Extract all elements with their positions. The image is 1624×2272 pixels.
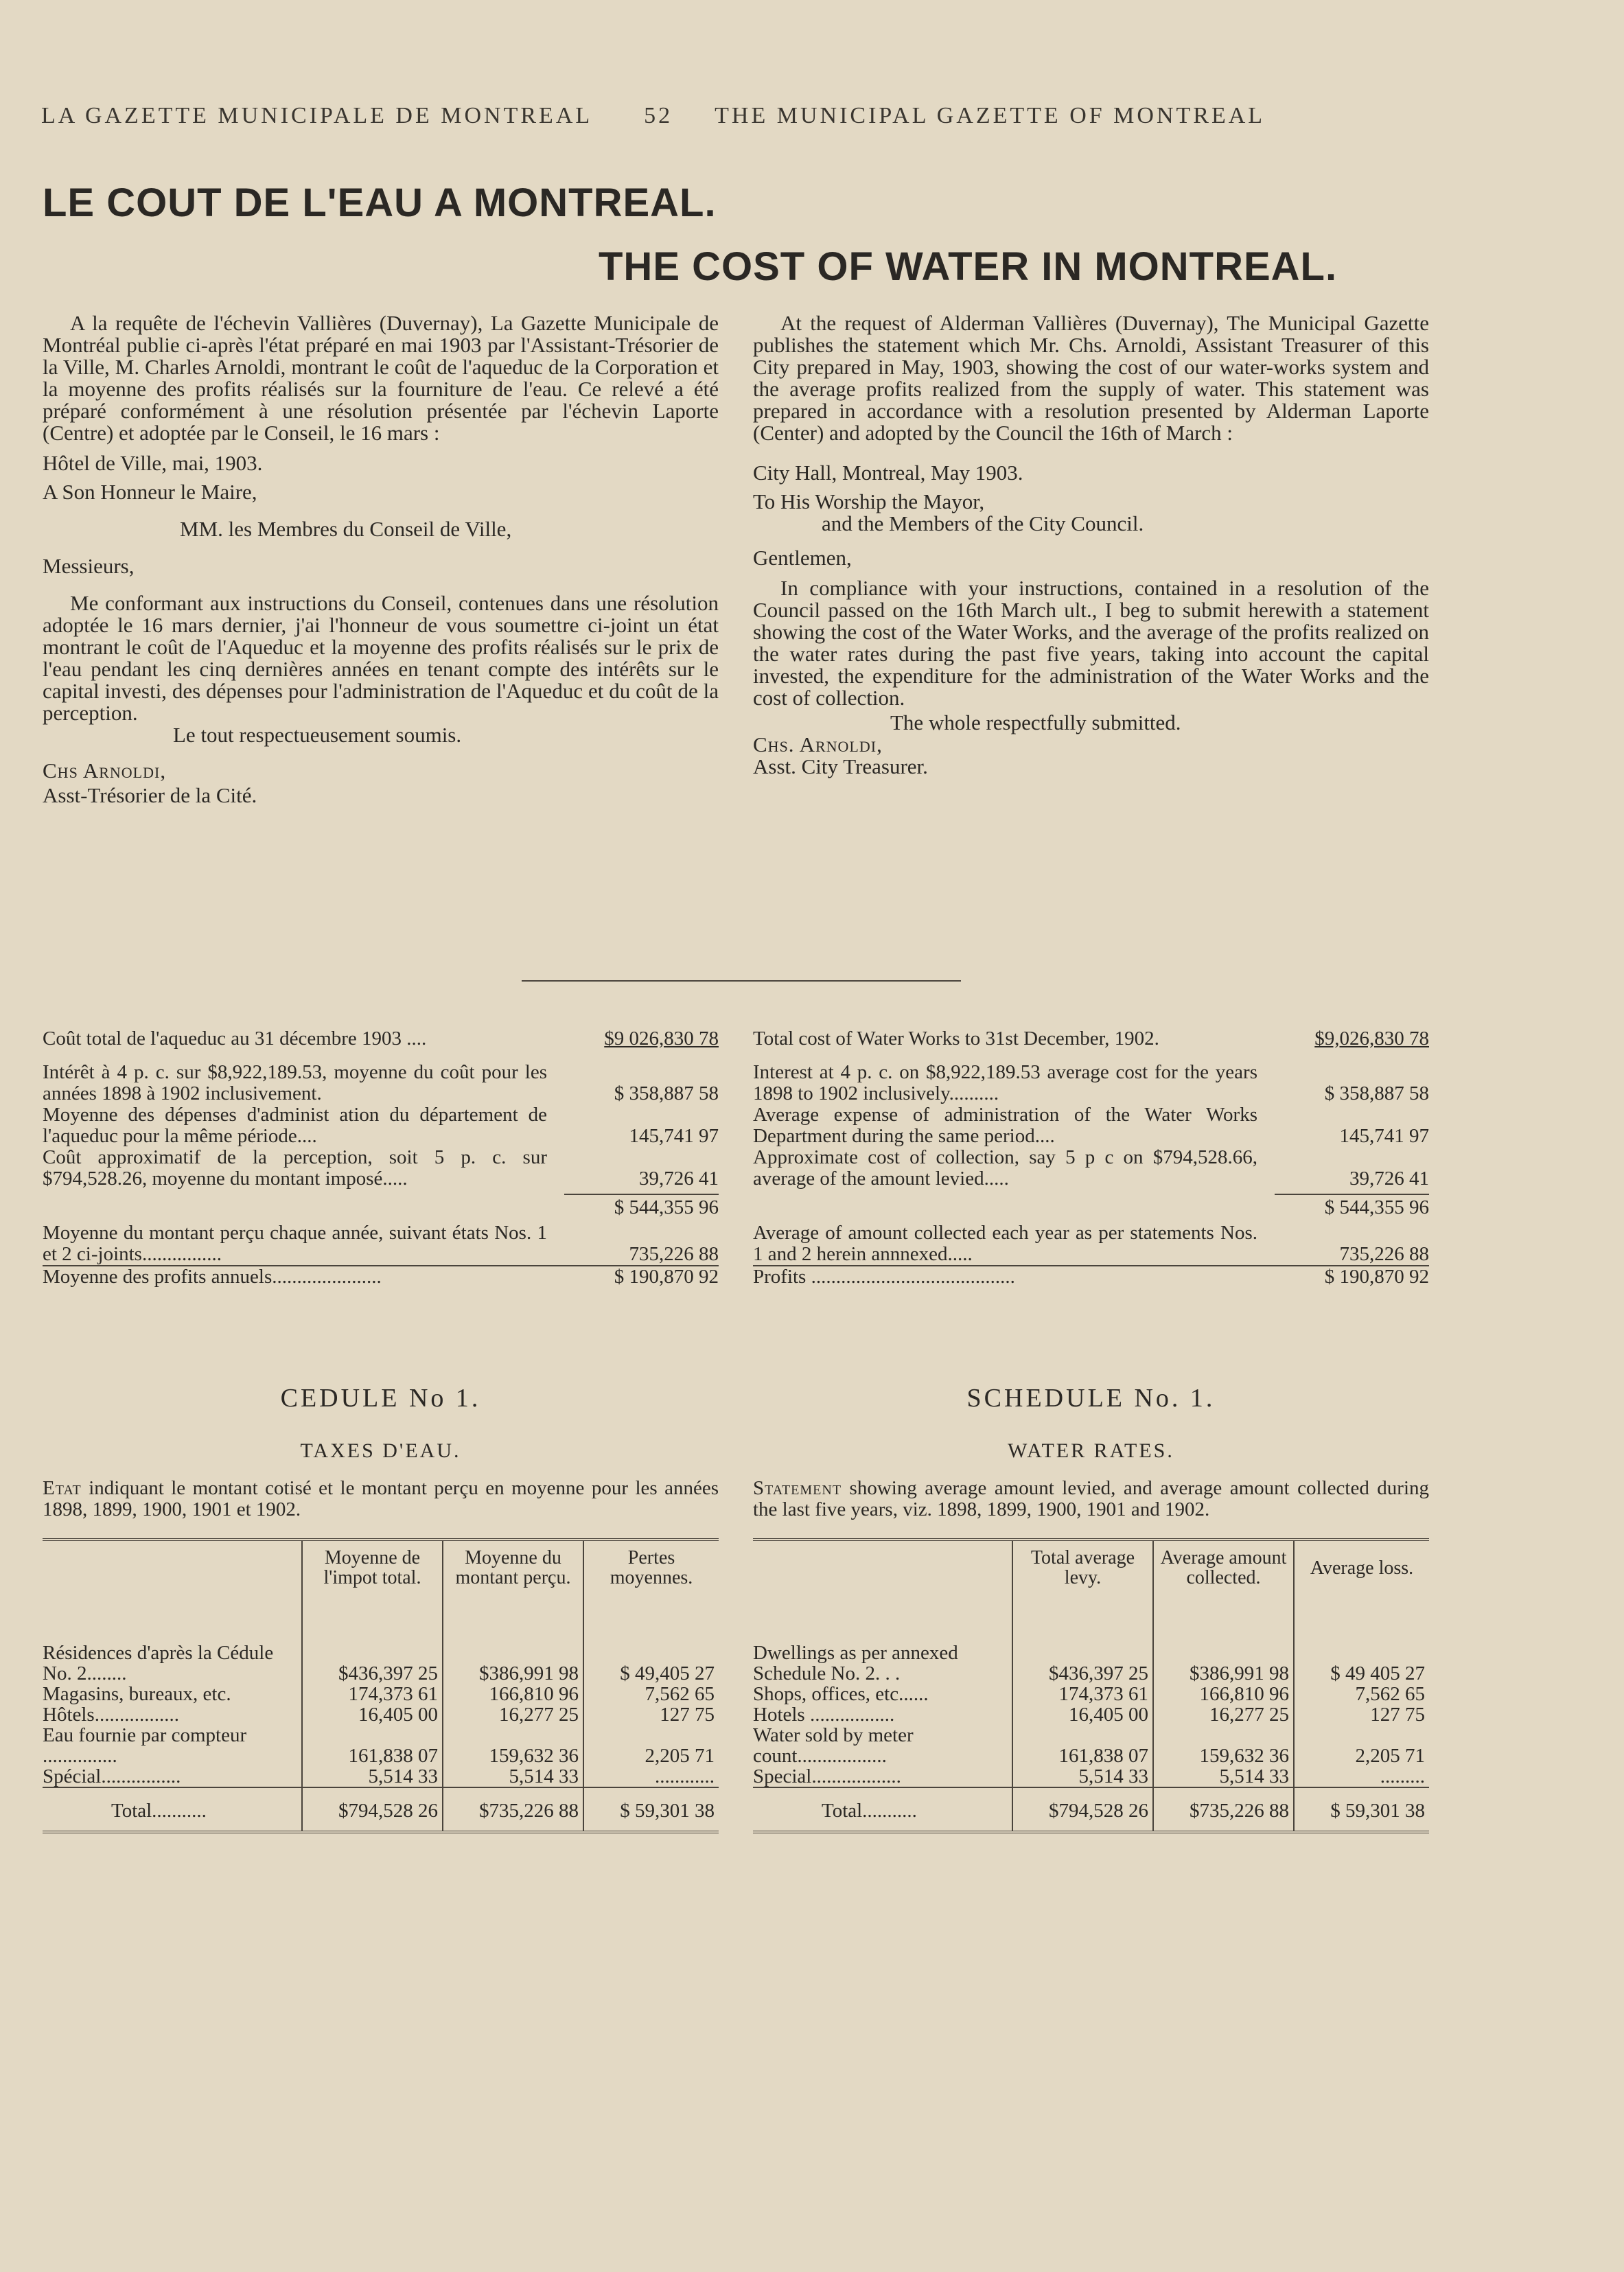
french-closing: Le tout respectueusement soumis. <box>173 723 462 747</box>
french-place-date: Hôtel de Ville, mai, 1903. <box>43 451 263 475</box>
column-header: Average amount collected. <box>1153 1541 1294 1615</box>
fr-total-cost-row: Coût total de l'aqueduc au 31 décembre 1903 .... $9 026,830 78 <box>43 1028 719 1050</box>
en-collection-cost-row: Approximate cost of collection, say 5 p c on $794,528.66, average of the amount levied..... 39,726 41 <box>753 1146 1429 1190</box>
table-row: Water sold by meter count.................. 161,838 07 159,632 36 2,205 71 <box>753 1725 1429 1766</box>
en-subtotal-row: $ 544,355 96 <box>1275 1194 1429 1218</box>
section-divider <box>522 980 961 982</box>
en-total-cost-row: Total cost of Water Works to 31st December, 1902. $9,026,830 78 <box>753 1028 1429 1050</box>
header-right: THE MUNICIPAL GAZETTE OF MONTREAL <box>715 103 1266 128</box>
french-schedule-table <box>43 1541 719 1831</box>
french-schedule-table-frame <box>43 1538 719 1833</box>
fr-subtotal-row: $ 544,355 96 <box>564 1194 719 1218</box>
french-salutation-mayor: A Son Honneur le Maire, <box>43 480 257 504</box>
table-total-row: Total........... $794,528 26 $735,226 88 $ 59,301 38 <box>753 1787 1429 1831</box>
header-left: LA GAZETTE MUNICIPALE DE MONTREAL <box>41 103 593 128</box>
title-english: THE COST OF WATER IN MONTREAL. <box>599 244 1338 289</box>
fr-admin-expense-row: Moyenne des dépenses d'administ ation du département de l'aqueduc pour la même période.... 145,741 97 <box>43 1104 719 1147</box>
english-signature-name: Chs. Arnoldi, <box>753 732 883 756</box>
english-salutation-council: and the Members of the City Council. <box>822 511 1144 535</box>
table-row: Dwellings as per annexed Schedule No. 2. . . $436,397 25 $386,991 98 $ 49 405 27 <box>753 1615 1429 1684</box>
table-row: Hôtels................. 16,405 00 16,277 25 127 75 <box>43 1704 719 1725</box>
column-header: Average loss. <box>1294 1541 1429 1615</box>
english-body: In compliance with your instructions, contained in a resolution of the Council passed on the 16th March ult., I beg to submit herewith a statement showing the cost of the Water Works, and the average of the profits realized on the water rates during the past five years, taking into account the capital invested, the expenditure for the administration of the Water Works and the cost of collection. <box>753 576 1429 710</box>
french-schedule-title: CEDULE No 1. <box>280 1384 481 1413</box>
english-schedule <box>753 1383 1429 1833</box>
table-row: Special.................. 5,514 33 5,514 33 ......... <box>753 1766 1429 1787</box>
en-collected-row: Average of amount collected each year as per statements Nos. 1 and 2 herein annnexed..... 735,226 88 <box>753 1222 1429 1265</box>
column-header: Moyenne de l'impot total. <box>302 1541 443 1615</box>
table-total-row: Total........... $794,528 26 $735,226 88 $ 59,301 38 <box>43 1787 719 1831</box>
fr-profit-row: Moyenne des profits annuels...................... $ 190,870 92 <box>43 1266 719 1288</box>
fr-interest-row: Intérêt à 4 p. c. sur $8,922,189.53, moyenne du coût pour les années 1898 à 1902 inclusivement. $ 358,887 58 <box>43 1061 719 1104</box>
french-cost-summary <box>43 1028 719 1288</box>
english-schedule-title: SCHEDULE No. 1. <box>966 1384 1216 1413</box>
english-schedule-subtitle: WATER RATES. <box>1008 1439 1174 1462</box>
column-header: Moyenne du montant perçu. <box>443 1541 583 1615</box>
table-header-row <box>753 1541 1429 1615</box>
french-intro: A la requête de l'échevin Vallières (Duvernay), La Gazette Municipale de Montréal publie ci-après l'état préparé en mai 1903 par l'Assistant-Trésorier de la Ville, M. Charles Arnoldi, montrant le coût de l'aqueduc de la Corporation et la moyenne des profits réalisés sur la fourniture de l'eau. Ce relevé a été préparé conformément à une résolution présentée par l'échevin Laporte (Centre) et adoptée par le Conseil, le 16 mars : <box>43 311 719 445</box>
french-signature-title: Asst-Trésorier de la Cité. <box>43 783 257 807</box>
english-schedule-table <box>753 1541 1429 1831</box>
table-row: Hotels ................. 16,405 00 16,277 25 127 75 <box>753 1704 1429 1725</box>
page-number: 52 <box>644 103 673 128</box>
french-schedule <box>43 1383 719 1833</box>
french-letter <box>43 312 719 807</box>
french-messieurs: Messieurs, <box>43 554 135 578</box>
table-row: Shops, offices, etc...... 174,373 61 166,810 96 7,562 65 <box>753 1684 1429 1704</box>
table-row: Spécial................ 5,514 33 5,514 33 ............ <box>43 1766 719 1787</box>
english-place-date: City Hall, Montreal, May 1903. <box>753 461 1023 485</box>
english-salutation-mayor: To His Worship the Mayor, <box>753 489 985 513</box>
en-profit-row: Profits ......................................... $ 190,870 92 <box>753 1266 1429 1288</box>
french-schedule-subtitle: TAXES D'EAU. <box>300 1439 461 1462</box>
en-interest-row: Interest at 4 p. c. on $8,922,189.53 average cost for the years 1898 to 1902 inclusively.......... $ 358,887 58 <box>753 1061 1429 1104</box>
french-schedule-intro: Etat indiquant le montant cotisé et le montant perçu en moyenne pour les années 1898, 1899, 1900, 1901 et 1902. <box>43 1477 719 1520</box>
title-french: LE COUT DE L'EAU A MONTREAL. <box>43 181 717 225</box>
table-row: Magasins, bureaux, etc. 174,373 61 166,810 96 7,562 65 <box>43 1684 719 1704</box>
english-gentlemen: Gentlemen, <box>753 546 852 570</box>
running-header <box>41 103 1414 129</box>
french-body: Me conformant aux instructions du Conseil, contenues dans une résolution adoptée le 16 mars dernier, j'ai l'honneur de vous soumettre ci-joint un état montrant le coût de l'Aqueduc et la moyenne des profits réalisés sur le prix de l'eau pendant les cinq dernières années en tenant compte des intérêts sur le capital investi, des dépenses pour l'administration de l'Aqueduc et du coût de la perception. <box>43 591 719 725</box>
table-row: Eau fournie par compteur ............... 161,838 07 159,632 36 2,205 71 <box>43 1725 719 1766</box>
fr-collection-cost-row: Coût approximatif de la perception, soit 5 p. c. sur $794,528.26, moyenne du montant imposé..... 39,726 41 <box>43 1146 719 1190</box>
table-row: Résidences d'après la Cédule No. 2........ $436,397 25 $386,991 98 $ 49,405 27 <box>43 1615 719 1684</box>
english-closing: The whole respectfully submitted. <box>890 710 1181 734</box>
table-header-row <box>43 1541 719 1615</box>
english-signature-title: Asst. City Treasurer. <box>753 754 928 778</box>
french-signature-name: Chs Arnoldi, <box>43 758 167 783</box>
english-cost-summary <box>753 1028 1429 1288</box>
french-salutation-council: MM. les Membres du Conseil de Ville, <box>180 517 512 541</box>
english-intro: At the request of Alderman Vallières (Duvernay), The Municipal Gazette publishes the statement which Mr. Chs. Arnoldi, Assistant Treasurer of this City prepared in May, 1903, showing the cost of our water-works system and the average profits realized from the supply of water. This statement was prepared in accordance with a resolution presented by Alderman Laporte (Center) and adopted by the Council the 16th of March : <box>753 311 1429 445</box>
en-admin-expense-row: Average expense of administration of the Water Works Department during the same period.... 145,741 97 <box>753 1104 1429 1147</box>
fr-collected-row: Moyenne du montant perçu chaque année, suivant états Nos. 1 et 2 ci-joints................ 735,226 88 <box>43 1222 719 1265</box>
english-schedule-intro: Statement showing average amount levied, and average amount collected during the last five years, viz. 1898, 1899, 1900, 1901 and 1902. <box>753 1477 1429 1520</box>
column-header: Total average levy. <box>1012 1541 1153 1615</box>
english-schedule-table-frame <box>753 1538 1429 1833</box>
english-letter <box>753 312 1429 778</box>
column-header: Pertes moyennes. <box>583 1541 719 1615</box>
